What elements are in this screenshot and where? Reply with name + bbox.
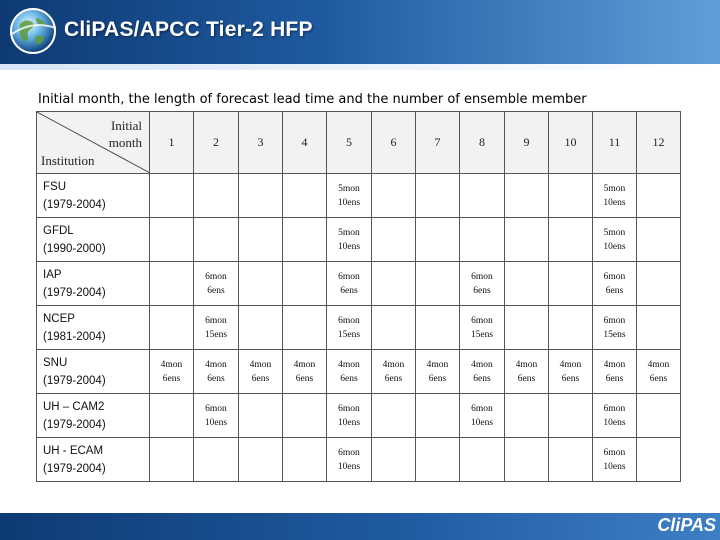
data-cell bbox=[416, 438, 460, 482]
data-cell bbox=[194, 218, 239, 262]
data-cell bbox=[637, 306, 681, 350]
data-cell bbox=[194, 306, 239, 350]
data-cell bbox=[549, 174, 593, 218]
data-cell bbox=[372, 350, 416, 394]
data-cell bbox=[416, 174, 460, 218]
data-cell bbox=[372, 306, 416, 350]
data-cell bbox=[505, 218, 549, 262]
data-cell bbox=[549, 218, 593, 262]
data-cell bbox=[637, 438, 681, 482]
data-cell bbox=[593, 438, 637, 482]
institution-cell bbox=[37, 350, 150, 394]
institution-name: GFDL bbox=[43, 224, 74, 237]
data-cell bbox=[637, 174, 681, 218]
data-cell bbox=[505, 174, 549, 218]
data-cell bbox=[416, 394, 460, 438]
lead-time: 6mon bbox=[603, 447, 626, 458]
lead-time: 4mon bbox=[205, 359, 227, 370]
lead-time: 4mon bbox=[559, 359, 582, 370]
lead-time: 4mon bbox=[249, 359, 272, 370]
institution-cell bbox=[37, 394, 150, 438]
data-cell bbox=[372, 394, 416, 438]
data-cell bbox=[239, 306, 283, 350]
data-cell bbox=[194, 394, 239, 438]
lead-time: 6mon bbox=[205, 315, 227, 326]
institution-period: (1979-2004) bbox=[43, 286, 106, 299]
ensemble-count: 6ens bbox=[340, 285, 358, 296]
lead-time: 5mon bbox=[338, 183, 360, 194]
data-cell bbox=[327, 350, 372, 394]
ensemble-count: 6ens bbox=[605, 285, 624, 296]
institution-name: UH - ECAM bbox=[43, 444, 104, 457]
ensemble-count: 10ens bbox=[603, 197, 626, 208]
data-cell bbox=[372, 174, 416, 218]
ensemble-count: 15ens bbox=[337, 329, 361, 340]
data-cell bbox=[194, 438, 239, 482]
ensemble-count: 15ens bbox=[204, 329, 228, 340]
data-cell bbox=[327, 174, 372, 218]
data-cell bbox=[460, 350, 505, 394]
footer-logo-text: CliPAS bbox=[657, 515, 716, 535]
table-caption: Initial month, the length of forecast lead time and the number of ensemble member bbox=[38, 92, 587, 107]
month-header-7: 7 bbox=[416, 112, 460, 174]
table-row bbox=[37, 174, 681, 218]
institution-cell bbox=[37, 438, 150, 482]
ensemble-count: 10ens bbox=[603, 461, 626, 472]
lead-time: 4mon bbox=[471, 359, 493, 370]
ensemble-count: 6ens bbox=[295, 373, 314, 384]
lead-time: 6mon bbox=[338, 403, 360, 414]
lead-time: 6mon bbox=[603, 271, 626, 282]
globe-icon bbox=[6, 4, 60, 58]
data-cell bbox=[283, 438, 327, 482]
lead-time: 4mon bbox=[515, 359, 538, 370]
month-header-9: 9 bbox=[505, 112, 549, 174]
data-cell bbox=[505, 306, 549, 350]
data-cell bbox=[150, 438, 194, 482]
data-cell bbox=[150, 306, 194, 350]
data-cell bbox=[327, 218, 372, 262]
data-cell bbox=[327, 262, 372, 306]
lead-time: 6mon bbox=[205, 271, 227, 282]
data-cell bbox=[283, 218, 327, 262]
month-header-12: 12 bbox=[637, 112, 681, 174]
lead-time: 4mon bbox=[603, 359, 626, 370]
ensemble-count: 10ens bbox=[603, 417, 626, 428]
table-row bbox=[37, 438, 681, 482]
lead-time: 4mon bbox=[293, 359, 316, 370]
data-cell bbox=[327, 394, 372, 438]
data-cell bbox=[416, 306, 460, 350]
data-cell bbox=[637, 394, 681, 438]
ensemble-count: 10ens bbox=[337, 197, 361, 208]
institution-name: NCEP bbox=[43, 312, 75, 325]
header-band bbox=[0, 64, 720, 70]
data-cell bbox=[593, 350, 637, 394]
table-row bbox=[37, 218, 681, 262]
data-cell bbox=[283, 350, 327, 394]
header-row bbox=[37, 112, 681, 174]
institution-cell bbox=[37, 174, 150, 218]
data-cell bbox=[505, 350, 549, 394]
ensemble-count: 10ens bbox=[337, 417, 361, 428]
month-header-5: 5 bbox=[327, 112, 372, 174]
month-header-10: 10 bbox=[549, 112, 593, 174]
data-cell bbox=[194, 350, 239, 394]
ensemble-count: 10ens bbox=[470, 417, 494, 428]
data-cell bbox=[460, 438, 505, 482]
data-cell bbox=[593, 306, 637, 350]
lead-time: 6mon bbox=[338, 447, 360, 458]
data-cell bbox=[637, 218, 681, 262]
data-cell bbox=[283, 394, 327, 438]
month-header-3: 3 bbox=[239, 112, 283, 174]
ensemble-count: 6ens bbox=[561, 373, 580, 384]
data-cell bbox=[460, 394, 505, 438]
ensemble-count: 6ens bbox=[162, 373, 181, 384]
lead-time: 6mon bbox=[471, 403, 493, 414]
data-cell bbox=[593, 218, 637, 262]
data-cell bbox=[505, 262, 549, 306]
institution-name: SNU bbox=[43, 356, 68, 369]
lead-time: 4mon bbox=[647, 359, 670, 370]
data-cell bbox=[549, 306, 593, 350]
data-cell bbox=[283, 306, 327, 350]
ensemble-count: 6ens bbox=[428, 373, 447, 384]
ensemble-count: 6ens bbox=[384, 373, 403, 384]
data-cell bbox=[372, 262, 416, 306]
initial-month-label: Initial month bbox=[108, 118, 142, 150]
institution-cell bbox=[37, 218, 150, 262]
lead-time: 6mon bbox=[205, 403, 227, 414]
month-header-1: 1 bbox=[150, 112, 194, 174]
data-cell bbox=[239, 218, 283, 262]
lead-time: 5mon bbox=[338, 227, 360, 238]
lead-time: 6mon bbox=[338, 315, 360, 326]
lead-time: 4mon bbox=[382, 359, 405, 370]
month-header-4: 4 bbox=[283, 112, 327, 174]
data-cell bbox=[239, 394, 283, 438]
month-header-11: 11 bbox=[593, 112, 637, 174]
data-cell bbox=[593, 262, 637, 306]
ensemble-count: 15ens bbox=[470, 329, 494, 340]
data-cell bbox=[372, 438, 416, 482]
institution-period: (1979-2004) bbox=[43, 374, 106, 387]
data-cell bbox=[416, 262, 460, 306]
institution-period: (1979-2004) bbox=[43, 198, 106, 211]
data-cell bbox=[239, 174, 283, 218]
lead-time: 5mon bbox=[603, 227, 626, 238]
lead-time: 4mon bbox=[160, 359, 183, 370]
data-cell bbox=[239, 438, 283, 482]
month-header-6: 6 bbox=[372, 112, 416, 174]
institution-name: IAP bbox=[43, 268, 62, 281]
ensemble-count: 10ens bbox=[204, 417, 228, 428]
ensemble-count: 10ens bbox=[337, 461, 361, 472]
institution-period: (1990-2000) bbox=[43, 242, 106, 255]
lead-time: 6mon bbox=[338, 271, 360, 282]
lead-time: 5mon bbox=[603, 183, 626, 194]
lead-time: 4mon bbox=[338, 359, 360, 370]
institution-period: (1979-2004) bbox=[43, 418, 106, 431]
data-cell bbox=[194, 262, 239, 306]
institution-label: Institution bbox=[41, 153, 95, 168]
table-row bbox=[37, 306, 681, 350]
table-row bbox=[37, 394, 681, 438]
table-row bbox=[37, 350, 681, 394]
footer-bar bbox=[0, 513, 720, 540]
lead-time: 6mon bbox=[471, 271, 493, 282]
institution-name: FSU bbox=[43, 180, 66, 193]
lead-time: 4mon bbox=[426, 359, 449, 370]
institution-period: (1981-2004) bbox=[43, 330, 106, 343]
data-cell bbox=[549, 394, 593, 438]
data-cell bbox=[593, 174, 637, 218]
data-cell bbox=[372, 218, 416, 262]
data-cell bbox=[327, 438, 372, 482]
institution-name: UH – CAM2 bbox=[43, 400, 105, 413]
data-cell bbox=[637, 350, 681, 394]
lead-time: 6mon bbox=[471, 315, 493, 326]
data-cell bbox=[283, 262, 327, 306]
page-title: CliPAS/APCC Tier-2 HFP bbox=[64, 18, 313, 41]
table-row bbox=[37, 262, 681, 306]
institution-period: (1979-2004) bbox=[43, 462, 106, 475]
data-cell bbox=[150, 218, 194, 262]
institution-cell bbox=[37, 262, 150, 306]
data-cell bbox=[460, 174, 505, 218]
lead-time: 6mon bbox=[603, 403, 626, 414]
ensemble-count: 6ens bbox=[605, 373, 624, 384]
data-cell bbox=[194, 174, 239, 218]
data-cell bbox=[549, 262, 593, 306]
data-cell bbox=[239, 350, 283, 394]
data-cell bbox=[460, 306, 505, 350]
data-cell bbox=[593, 394, 637, 438]
ensemble-count: 6ens bbox=[517, 373, 536, 384]
ensemble-count: 6ens bbox=[473, 285, 491, 296]
data-cell bbox=[416, 218, 460, 262]
ensemble-count: 10ens bbox=[337, 241, 361, 252]
data-cell bbox=[505, 394, 549, 438]
ensemble-count: 6ens bbox=[340, 373, 358, 384]
ensemble-count: 10ens bbox=[603, 241, 626, 252]
data-cell bbox=[150, 350, 194, 394]
lead-time: 6mon bbox=[603, 315, 626, 326]
data-cell bbox=[460, 218, 505, 262]
institution-cell bbox=[37, 306, 150, 350]
ensemble-count: 6ens bbox=[251, 373, 270, 384]
data-cell bbox=[505, 438, 549, 482]
data-cell bbox=[549, 438, 593, 482]
data-cell bbox=[239, 262, 283, 306]
month-header-2: 2 bbox=[194, 112, 239, 174]
month-header-8: 8 bbox=[460, 112, 505, 174]
data-cell bbox=[416, 350, 460, 394]
ensemble-count: 6ens bbox=[207, 373, 225, 384]
ensemble-count: 15ens bbox=[603, 329, 626, 340]
data-cell bbox=[549, 350, 593, 394]
forecast-table bbox=[36, 111, 681, 482]
ensemble-count: 6ens bbox=[473, 373, 491, 384]
ensemble-count: 6ens bbox=[649, 373, 668, 384]
data-cell bbox=[460, 262, 505, 306]
data-cell bbox=[327, 306, 372, 350]
data-cell bbox=[150, 394, 194, 438]
ensemble-count: 6ens bbox=[207, 285, 225, 296]
data-cell bbox=[150, 174, 194, 218]
data-cell bbox=[283, 174, 327, 218]
data-cell bbox=[637, 262, 681, 306]
corner-header bbox=[37, 112, 150, 174]
data-cell bbox=[150, 262, 194, 306]
